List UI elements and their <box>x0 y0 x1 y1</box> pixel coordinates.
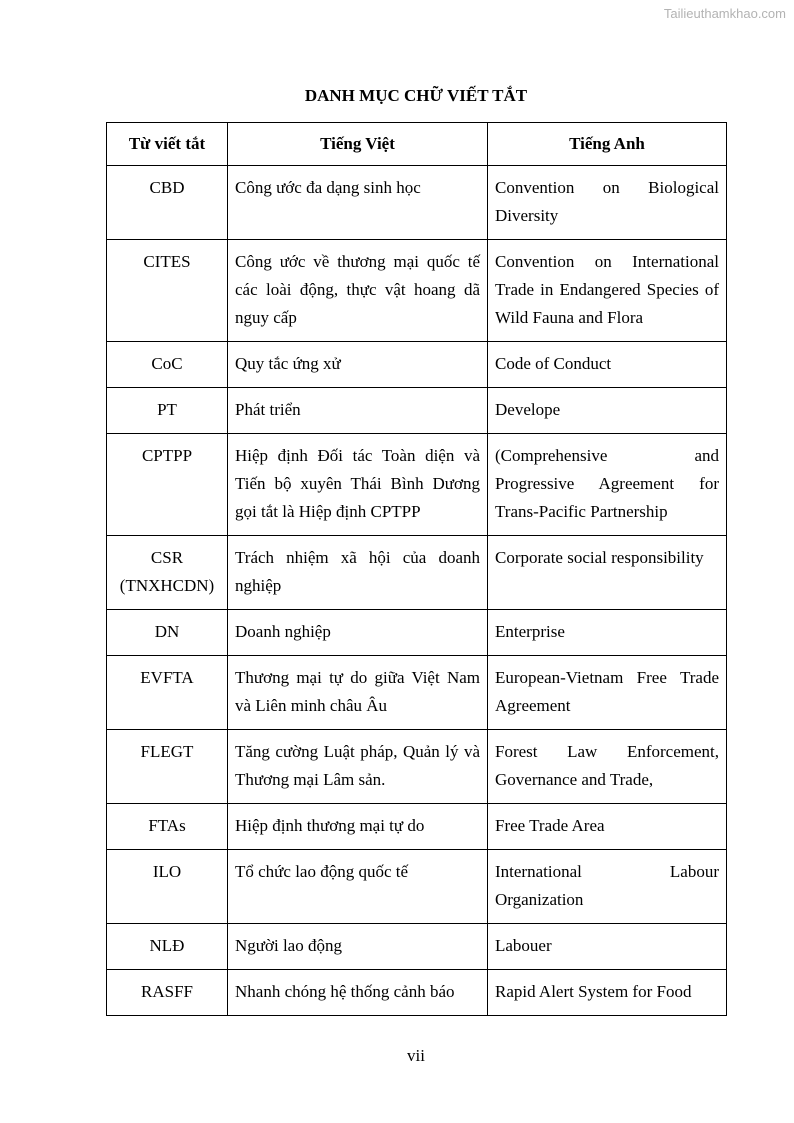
english-cell: Free Trade Area <box>488 804 727 850</box>
english-cell: Corporate social responsibility <box>488 536 727 610</box>
table-row <box>107 388 727 434</box>
abbreviation-cell: DN <box>107 610 228 656</box>
watermark: Tailieuthamkhao.com <box>663 6 786 21</box>
table-header-row <box>107 123 727 166</box>
vietnamese-cell: Trách nhiệm xã hội của doanh nghiệp <box>228 536 488 610</box>
vietnamese-cell: Tổ chức lao động quốc tế <box>228 850 488 924</box>
table-row <box>107 240 727 342</box>
vietnamese-cell: Hiệp định Đối tác Toàn diện và Tiến bộ xuyên Thái Bình Dương gọi tắt là Hiệp định CPTPP <box>228 434 488 536</box>
table-row <box>107 924 727 970</box>
english-cell: International Labour Organization <box>488 850 727 924</box>
table-row <box>107 610 727 656</box>
vietnamese-cell: Tăng cường Luật pháp, Quản lý và Thương mại Lâm sản. <box>228 730 488 804</box>
vietnamese-cell: Quy tắc ứng xử <box>228 342 488 388</box>
english-cell: Forest Law Enforcement, Governance and Trade, <box>488 730 727 804</box>
english-cell: (Comprehensive and Progressive Agreement for Trans-Pacific Partnership <box>488 434 727 536</box>
abbreviation-cell: CoC <box>107 342 228 388</box>
abbreviation-table <box>106 122 727 1016</box>
table-row <box>107 850 727 924</box>
abbreviation-cell: CITES <box>107 240 228 342</box>
abbreviation-cell: NLĐ <box>107 924 228 970</box>
header-english: Tiếng Anh <box>488 123 727 166</box>
abbreviation-cell: CSR (TNXHCDN) <box>107 536 228 610</box>
abbreviation-cell: CBD <box>107 166 228 240</box>
vietnamese-cell: Hiệp định thương mại tự do <box>228 804 488 850</box>
header-vietnamese: Tiếng Việt <box>228 123 488 166</box>
table-row <box>107 970 727 1016</box>
vietnamese-cell: Doanh nghiệp <box>228 610 488 656</box>
english-cell: Convention on International Trade in Endangered Species of Wild Fauna and Flora <box>488 240 727 342</box>
vietnamese-cell: Phát triển <box>228 388 488 434</box>
page-number: vii <box>407 1046 425 1065</box>
abbreviation-cell: ILO <box>107 850 228 924</box>
english-cell: Develope <box>488 388 727 434</box>
header-abbreviation: Từ viết tắt <box>107 123 228 166</box>
english-cell: Convention on Biological Diversity <box>488 166 727 240</box>
vietnamese-cell: Người lao động <box>228 924 488 970</box>
table-row <box>107 536 727 610</box>
abbreviation-cell: FLEGT <box>107 730 228 804</box>
vietnamese-cell: Công ước đa dạng sinh học <box>228 166 488 240</box>
table-row <box>107 434 727 536</box>
vietnamese-cell: Công ước về thương mại quốc tế các loài động, thực vật hoang dã nguy cấp <box>228 240 488 342</box>
abbreviation-cell: EVFTA <box>107 656 228 730</box>
vietnamese-cell: Nhanh chóng hệ thống cảnh báo <box>228 970 488 1016</box>
abbreviation-cell: PT <box>107 388 228 434</box>
table-row <box>107 804 727 850</box>
table-row <box>107 342 727 388</box>
abbreviation-cell: CPTPP <box>107 434 228 536</box>
english-cell: Labouer <box>488 924 727 970</box>
abbreviation-cell: FTAs <box>107 804 228 850</box>
english-cell: Rapid Alert System for Food <box>488 970 727 1016</box>
page-title: DANH MỤC CHỮ VIẾT TẮT <box>304 86 528 105</box>
english-cell: Enterprise <box>488 610 727 656</box>
table-row <box>107 656 727 730</box>
table-row <box>107 166 727 240</box>
english-cell: Code of Conduct <box>488 342 727 388</box>
table-row <box>107 730 727 804</box>
abbreviation-cell: RASFF <box>107 970 228 1016</box>
vietnamese-cell: Thương mại tự do giữa Việt Nam và Liên minh châu Âu <box>228 656 488 730</box>
english-cell: European-Vietnam Free Trade Agreement <box>488 656 727 730</box>
